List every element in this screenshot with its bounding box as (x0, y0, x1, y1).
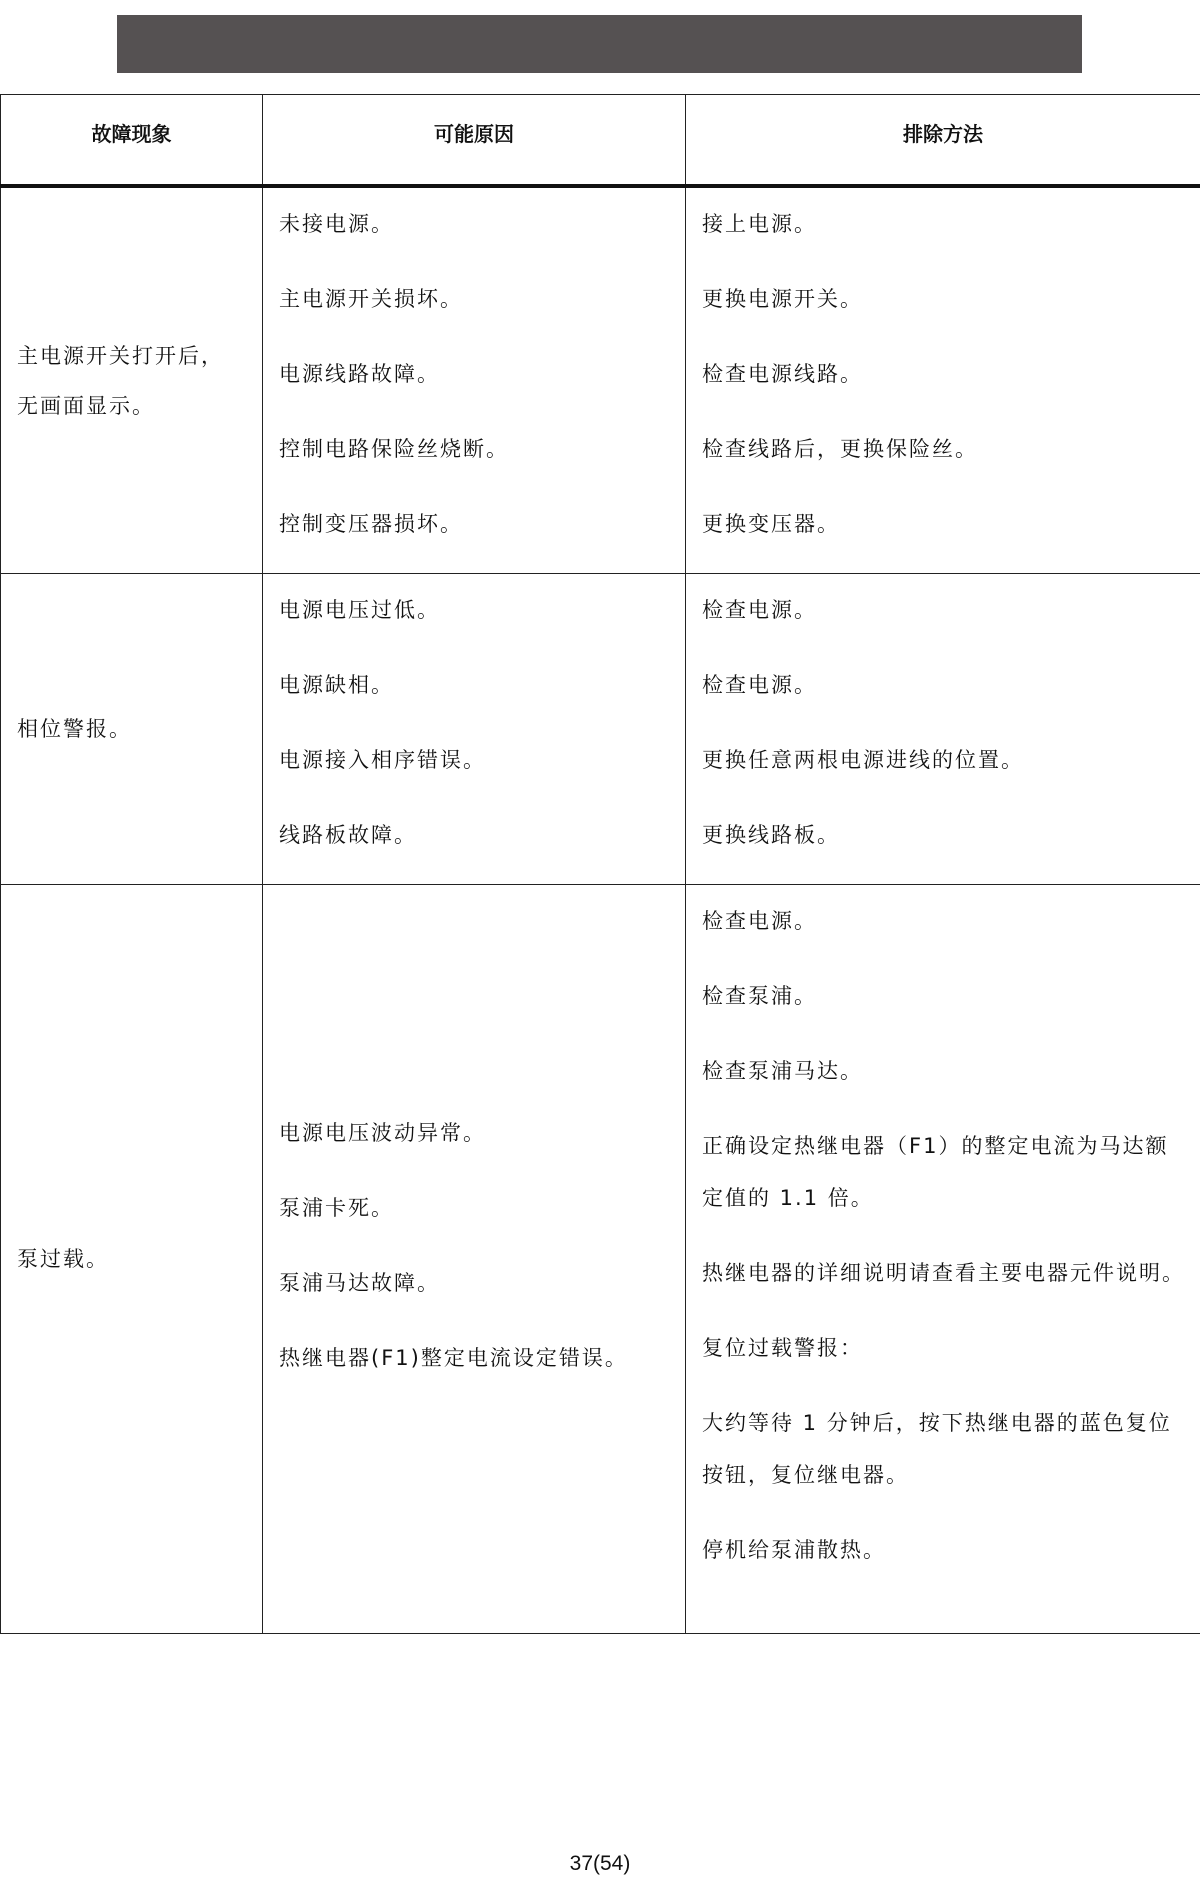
symptom-cell (1, 574, 263, 885)
cause-item: 电源线路故障。 (279, 362, 440, 386)
cause-item: 电源接入相序错误。 (279, 748, 486, 772)
cause-item: 控制变压器损坏。 (279, 512, 463, 536)
fix-item: 检查电源。 (702, 673, 817, 697)
cause-item: 泵浦卡死。 (279, 1196, 394, 1220)
fix-item: 检查泵浦。 (702, 984, 817, 1008)
fix-item: 检查线路后，更换保险丝。 (702, 437, 978, 461)
cause-item: 控制电路保险丝烧断。 (279, 437, 509, 461)
fix-item: 检查泵浦马达。 (702, 1059, 863, 1083)
fix-item: 检查电源。 (702, 909, 817, 933)
fix-item: 接上电源。 (702, 212, 817, 236)
symptom-text: 泵过载。 (17, 1247, 109, 1271)
troubleshooting-table (0, 94, 1200, 1634)
cause-item: 未接电源。 (279, 212, 394, 236)
symptom-text: 相位警报。 (17, 717, 132, 741)
symptom-text: 无画面显示。 (17, 393, 155, 418)
fix-item: 大约等待 1 分钟后，按下热继电器的蓝色复位按钮，复位继电器。 (702, 1411, 1172, 1487)
symptom-cell (1, 885, 263, 1634)
symptom-text: 主电源开关打开后， (17, 343, 224, 368)
cause-item: 电源缺相。 (279, 673, 394, 697)
header-bar (117, 15, 1082, 73)
page-number: 37(54) (569, 1852, 631, 1875)
cause-item: 热继电器(F1)整定电流设定错误。 (279, 1346, 628, 1370)
fix-item: 更换电源开关。 (702, 287, 863, 311)
fix-item: 热继电器的详细说明请查看主要电器元件说明。 (702, 1261, 1185, 1285)
fix-item: 停机给泵浦散热。 (702, 1538, 886, 1562)
table-row (1, 885, 1200, 1634)
header-cause: 可能原因 (263, 95, 686, 187)
header-symptom: 故障现象 (1, 95, 263, 187)
cause-item: 泵浦马达故障。 (279, 1271, 440, 1295)
fix-item: 正确设定热继电器（F1）的整定电流为马达额定值的 1.1 倍。 (702, 1134, 1169, 1210)
symptom-cell (1, 186, 263, 574)
cause-item: 主电源开关损坏。 (279, 287, 463, 311)
fix-cell (686, 885, 1200, 1634)
cause-item: 线路板故障。 (279, 823, 417, 847)
fix-item: 更换变压器。 (702, 512, 840, 536)
table-row (1, 186, 1200, 574)
fix-item: 检查电源。 (702, 598, 817, 622)
fix-item: 更换任意两根电源进线的位置。 (702, 748, 1024, 772)
cause-cell (263, 186, 686, 574)
cause-cell (263, 574, 686, 885)
fix-cell (686, 186, 1200, 574)
table-header-row (1, 95, 1200, 187)
fix-item: 检查电源线路。 (702, 362, 863, 386)
cause-item: 电源电压波动异常。 (279, 1121, 486, 1145)
cause-item: 电源电压过低。 (279, 598, 440, 622)
fix-item: 复位过载警报： (702, 1336, 863, 1360)
fix-cell (686, 574, 1200, 885)
table-row (1, 574, 1200, 885)
fix-item: 更换线路板。 (702, 823, 840, 847)
cause-cell (263, 885, 686, 1634)
header-fix: 排除方法 (686, 95, 1200, 187)
